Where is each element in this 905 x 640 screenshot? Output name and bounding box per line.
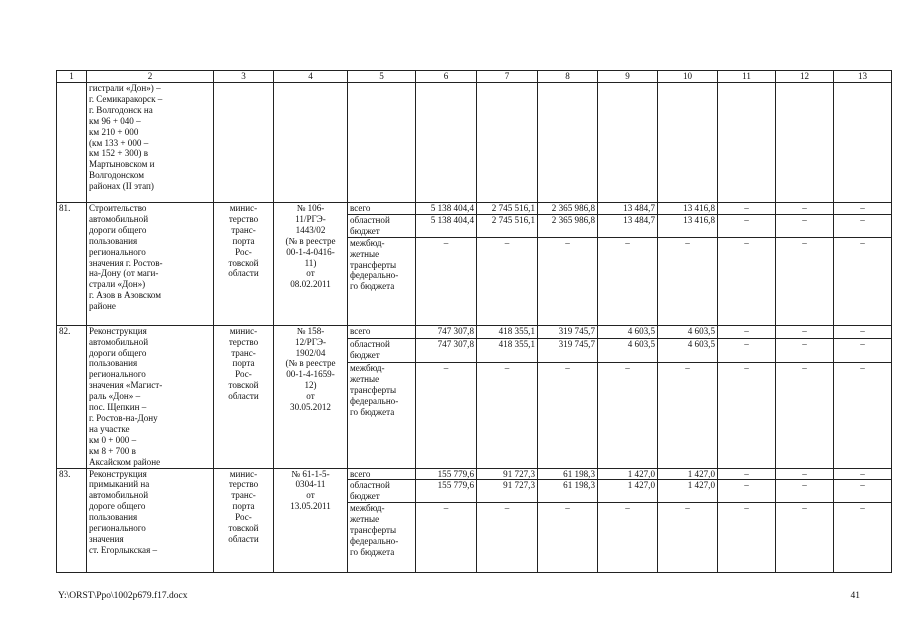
value-cell-c9: 13 484,7 — [598, 203, 658, 215]
value-cell-c13: – — [834, 503, 892, 573]
funding-source-cell: межбюд- жетные трансферты федерально- го бюджета — [348, 363, 416, 468]
column-number: 3 — [214, 71, 274, 83]
column-number: 7 — [477, 71, 538, 83]
value-cell-c6: 5 138 404,4 — [416, 203, 477, 215]
value-cell-c11: – — [718, 363, 776, 468]
funding-source-cell: областной бюджет — [348, 480, 416, 503]
value-cell-c9: 13 484,7 — [598, 214, 658, 237]
value-cell-c13: – — [834, 363, 892, 468]
column-number: 13 — [834, 71, 892, 83]
value-cell-c13: – — [834, 203, 892, 215]
document-cell: № 106- 11/РГЭ- 1443/02 (№ в реестре 00-1-4-0416- 11) от 08.02.2011 — [274, 203, 348, 326]
value-cell-c6: 155 779,6 — [416, 480, 477, 503]
value-cell-c10: 1 427,0 — [658, 480, 718, 503]
column-number: 9 — [598, 71, 658, 83]
value-cell-c10: – — [658, 237, 718, 325]
column-number: 11 — [718, 71, 776, 83]
value-cell-c10: 13 416,8 — [658, 203, 718, 215]
value-cell-c11: – — [718, 214, 776, 237]
table-row — [57, 325, 892, 338]
column-number: 8 — [538, 71, 598, 83]
value-cell-c11: – — [718, 503, 776, 573]
column-number: 1 — [57, 71, 87, 83]
value-cell-c6: 747 307,8 — [416, 338, 477, 363]
empty-cell — [416, 83, 477, 203]
value-cell-c12: – — [776, 214, 834, 237]
empty-cell — [274, 83, 348, 203]
value-cell-c6: – — [416, 363, 477, 468]
row-number-cell: 81. — [57, 203, 87, 326]
value-cell-c12: – — [776, 363, 834, 468]
funding-source-cell: всего — [348, 203, 416, 215]
value-cell-c10: 4 603,5 — [658, 325, 718, 338]
empty-cell — [834, 83, 892, 203]
empty-cell — [477, 83, 538, 203]
document-cell: № 158- 12/РГЭ- 1902/04 (№ в реестре 00-1-4-1659- 12) от 30.05.2012 — [274, 325, 348, 468]
value-cell-c13: – — [834, 338, 892, 363]
column-number: 12 — [776, 71, 834, 83]
column-number-row — [57, 71, 892, 83]
value-cell-c8: 2 365 986,8 — [538, 203, 598, 215]
value-cell-c8: – — [538, 237, 598, 325]
value-cell-c12: – — [776, 480, 834, 503]
value-cell-c9: – — [598, 237, 658, 325]
empty-cell — [718, 83, 776, 203]
value-cell-c13: – — [834, 325, 892, 338]
value-cell-c7: 91 727,3 — [477, 480, 538, 503]
value-cell-c12: – — [776, 203, 834, 215]
empty-cell — [776, 83, 834, 203]
value-cell-c9: – — [598, 503, 658, 573]
value-cell-c9: 1 427,0 — [598, 468, 658, 480]
program-table — [56, 70, 892, 573]
value-cell-c10: 13 416,8 — [658, 214, 718, 237]
value-cell-c6: 747 307,8 — [416, 325, 477, 338]
value-cell-c11: – — [718, 338, 776, 363]
value-cell-c12: – — [776, 468, 834, 480]
footer-page-number: 41 — [850, 591, 860, 601]
value-cell-c11: – — [718, 468, 776, 480]
value-cell-c13: – — [834, 468, 892, 480]
value-cell-c9: – — [598, 363, 658, 468]
column-number: 4 — [274, 71, 348, 83]
value-cell-c13: – — [834, 480, 892, 503]
object-name-cell: гистрали «Дон») – г. Семикаракорск – г. Волгодонск на км 96 + 040 – км 210 + 000 (км 133 + 000 – км 152 + 300) в Мартыновском и Волгодонском районах (II этап) — [87, 83, 214, 203]
value-cell-c11: – — [718, 237, 776, 325]
column-number: 2 — [87, 71, 214, 83]
column-number: 5 — [348, 71, 416, 83]
empty-cell — [598, 83, 658, 203]
row-number-cell: 82. — [57, 325, 87, 468]
value-cell-c7: – — [477, 363, 538, 468]
row-number-cell — [57, 83, 87, 203]
value-cell-c9: 4 603,5 — [598, 325, 658, 338]
value-cell-c7: 2 745 516,1 — [477, 214, 538, 237]
empty-cell — [658, 83, 718, 203]
value-cell-c7: – — [477, 237, 538, 325]
column-number: 10 — [658, 71, 718, 83]
organization-cell: минис- терство транс- порта Рос- товской области — [214, 468, 274, 573]
value-cell-c11: – — [718, 325, 776, 338]
row-number-cell: 83. — [57, 468, 87, 573]
funding-source-cell: межбюд- жетные трансферты федерально- го бюджета — [348, 503, 416, 573]
object-name-cell: Реконструкция автомобильной дороги общего пользования регионального значения «Магист- раль «Дон» – пос. Щепкин – г. Ростов-на-Дону на участке км 0 + 000 – км 8 + 700 в Аксайском районе — [87, 325, 214, 468]
value-cell-c8: 319 745,7 — [538, 325, 598, 338]
value-cell-c10: 1 427,0 — [658, 468, 718, 480]
table-row — [57, 468, 892, 480]
value-cell-c12: – — [776, 503, 834, 573]
value-cell-c10: – — [658, 503, 718, 573]
value-cell-c10: – — [658, 363, 718, 468]
value-cell-c7: 91 727,3 — [477, 468, 538, 480]
value-cell-c8: 319 745,7 — [538, 338, 598, 363]
value-cell-c12: – — [776, 237, 834, 325]
value-cell-c7: – — [477, 503, 538, 573]
column-number: 6 — [416, 71, 477, 83]
value-cell-c6: 155 779,6 — [416, 468, 477, 480]
value-cell-c8: 61 198,3 — [538, 468, 598, 480]
value-cell-c9: 1 427,0 — [598, 480, 658, 503]
value-cell-c8: – — [538, 503, 598, 573]
document-cell: № 61-1-5- 0304-11 от 13.05.2011 — [274, 468, 348, 573]
funding-source-cell: всего — [348, 468, 416, 480]
empty-cell — [348, 83, 416, 203]
organization-cell: минис- терство транс- порта Рос- товской области — [214, 325, 274, 468]
table-row — [57, 203, 892, 215]
value-cell-c7: 418 355,1 — [477, 338, 538, 363]
continuation-row — [57, 83, 892, 203]
value-cell-c9: 4 603,5 — [598, 338, 658, 363]
empty-cell — [214, 83, 274, 203]
empty-cell — [538, 83, 598, 203]
footer-file-path: Y:\ORST\Ppo\1002p679.f17.docx — [58, 591, 188, 601]
value-cell-c7: 2 745 516,1 — [477, 203, 538, 215]
value-cell-c13: – — [834, 237, 892, 325]
value-cell-c8: 2 365 986,8 — [538, 214, 598, 237]
value-cell-c12: – — [776, 338, 834, 363]
value-cell-c7: 418 355,1 — [477, 325, 538, 338]
value-cell-c10: 4 603,5 — [658, 338, 718, 363]
value-cell-c12: – — [776, 325, 834, 338]
value-cell-c11: – — [718, 480, 776, 503]
table-body — [57, 71, 892, 573]
organization-cell: минис- терство транс- порта Рос- товской области — [214, 203, 274, 326]
value-cell-c11: – — [718, 203, 776, 215]
value-cell-c8: 61 198,3 — [538, 480, 598, 503]
value-cell-c6: – — [416, 237, 477, 325]
value-cell-c6: – — [416, 503, 477, 573]
object-name-cell: Строительство автомобильной дороги общего пользования регионального значения г. Ростов- на-Дону (от маги- страли «Дон») г. Азов в Азовском районе — [87, 203, 214, 326]
funding-source-cell: межбюд- жетные трансферты федерально- го бюджета — [348, 237, 416, 325]
funding-source-cell: всего — [348, 325, 416, 338]
object-name-cell: Реконструкция примыканий на автомобильной дороге общего пользования регионального значения ст. Егорлыкская – — [87, 468, 214, 573]
value-cell-c6: 5 138 404,4 — [416, 214, 477, 237]
value-cell-c13: – — [834, 214, 892, 237]
funding-source-cell: областной бюджет — [348, 214, 416, 237]
funding-source-cell: областной бюджет — [348, 338, 416, 363]
value-cell-c8: – — [538, 363, 598, 468]
